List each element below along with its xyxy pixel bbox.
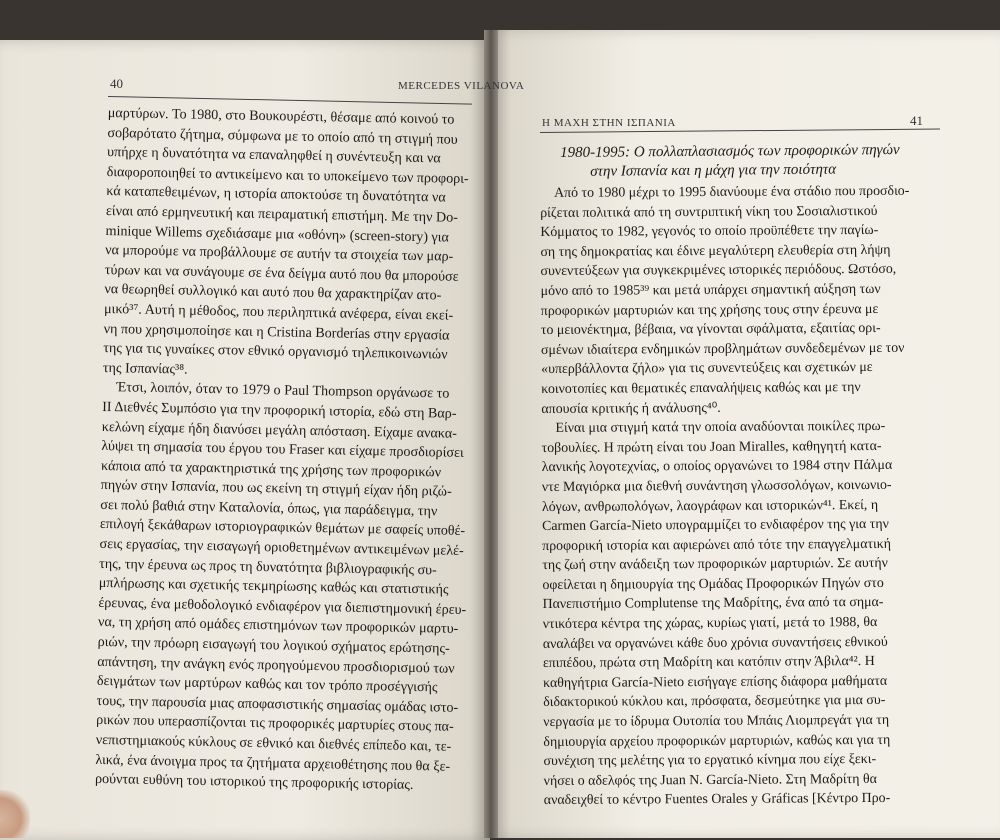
text-line: διαφοροποιηθεί το αντικείμενο και το υποκείμενο των προφορι- bbox=[106, 163, 469, 187]
text-line: κελώνη είχαμε ήδη διανύσει μεγάλη απόσταση. Είχαμε ανακα- bbox=[101, 418, 458, 442]
text-line: κά καταπεθειμένων, η ιστορία αποκτούσε τη δυνατότητα να bbox=[106, 183, 446, 206]
text-line: Κόμματος το 1982, γεγονός το οποίο προϋπέθετε την παγίω- bbox=[540, 223, 879, 241]
text-line: νήσει ο αδελφός της Juan N. García-Nieto. Στη Μαδρίτη θα bbox=[543, 771, 877, 789]
text-line: ρικών που υπερασπίζονται τις προφορικές μαρτυρίες στους πα- bbox=[96, 712, 454, 736]
text-line: της Ισπανίας³⁸. bbox=[102, 359, 188, 378]
text-line: Πανεπιστήμιο Complutense της Μαδρίτης, ένα από τα σημα- bbox=[542, 595, 884, 613]
text-line: αναλάβει να οργανώνει κάθε δυο χρόνια συναντήσεις εθνικού bbox=[542, 634, 888, 652]
text-line: της, την έρευνα ως προς τη δυνατότητα βιβλιογραφικής συ- bbox=[99, 555, 437, 579]
text-line: minique Willems σχεδιάσαμε μια «οθόνη» (screen-story) για bbox=[105, 222, 450, 246]
text-line: μικό³⁷. Αυτή η μέθοδος, που περιληπτικά ανέφερα, είναι εκεί- bbox=[103, 300, 454, 324]
text-line: νη που χρησιμοποίησε και η Cristina Borderías στην εργασία bbox=[103, 320, 450, 344]
text-line: νεπιστημιακούς κύκλους σε εθνικό και διεθνές επίπεδο και, τε- bbox=[95, 731, 452, 755]
text-line: Έτσι, λοιπόν, όταν το 1979 ο Paul Thompson οργάνωσε το bbox=[116, 379, 450, 402]
text-line: επιπέδου, πρώτα στη Μαδρίτη και κατόπιν στην Άβιλα⁴². Η bbox=[542, 654, 875, 672]
text-line: ριών, την πρόωρη εισαγωγή του λογικού σχήματος ερώτησης- bbox=[97, 633, 450, 657]
text-line: Είναι μια στιγμή κατά την οποία αναδύονται ποικίλες πρω- bbox=[555, 419, 886, 437]
text-line: οφείλεται η δημιουργία της Ομάδας Προφορικών Πηγών στο bbox=[542, 575, 884, 593]
text-line: μπλήρωσης και σχετικής τεκμηρίωσης καθώς και στατιστικής bbox=[98, 575, 449, 598]
text-line: σει πολύ βαθιά στην Καταλονία, όπως, για παράδειγμα, την bbox=[100, 496, 438, 520]
text-line: κοινοτοπίες και θεματικές επαναλήψεις καθώς και με την bbox=[541, 379, 861, 397]
left-body-text bbox=[95, 104, 476, 797]
thumb bbox=[0, 790, 30, 838]
text-line: τοβουλίες. Η πρώτη είναι του Joan Miralles, καθηγητή κατα- bbox=[541, 438, 882, 456]
text-line: ΙΙ Διεθνές Συμπόσιο για την προφορική ιστορία, εδώ στη Βαρ- bbox=[102, 398, 457, 422]
text-line: επιλογή ξεκάθαρων ιστοριογραφικών θεμάτων με σαφείς υποθέ- bbox=[99, 516, 466, 540]
text-line: ντε Μαγιόρκα μια διεθνή συνάντηση γλωσσολόγων, κοινωνιο- bbox=[541, 477, 892, 495]
book-gutter bbox=[484, 30, 498, 838]
right-running-head: Η ΜΑΧΗ ΣΤΗΝ ΙΣΠΑΝΙΑ bbox=[542, 117, 676, 129]
text-line: λικά, ένα άνοιγμα προς τα ζητήματα αρχειοθέτησης που θα ξε- bbox=[95, 751, 451, 775]
text-line: σεις εργασίας, την εισαγωγή οριοθετημένων αντικειμένων μελέ- bbox=[99, 535, 464, 559]
text-line: προφορικών μαρτυριών και της χρήσης τους στην έρευνα με bbox=[540, 301, 879, 319]
text-line: δειγμάτων των μαρτύρων καθώς και τον τρόπο προσέγγισής bbox=[96, 673, 438, 696]
text-line: Carmen García-Nieto υπογραμμίζει το ενδιαφέρον της για την bbox=[542, 516, 889, 535]
text-line: δημιουργία αρχείου προφορικών μαρτυριών, καθώς και για τη bbox=[543, 732, 891, 750]
text-line: της ζωή στην ανάδειξη των προφορικών μαρτυριών. Σε αυτήν bbox=[542, 556, 888, 574]
text-line: συνέχιση της μελέτης για το εργατικό κίνημα που είχε ξεκι- bbox=[543, 752, 877, 770]
section-title bbox=[560, 141, 900, 182]
text-line: ντικότερα κέντρα της χώρας, κυρίως γιατί, μετά το 1988, θα bbox=[542, 615, 878, 633]
section-title-line-1: 1980-1995: Ο πολλαπλασιασμός των προφορικών πηγών bbox=[560, 142, 900, 161]
text-line: ρούνται ευθύνη του ιστορικού της προφορικής ιστορίας. bbox=[94, 771, 414, 794]
text-line: νεργασία με το ίδρυμα Ουτοπία του Μπάις Λιομπρεγάτ για τη bbox=[543, 712, 890, 731]
text-line: απάντηση, την ανάγκη ενός προηγούμενου προσδιορισμού των bbox=[97, 653, 455, 677]
text-line: τους, την παρουσία μιας αποφασιστικής σημασίας ομάδας ιστο- bbox=[96, 692, 459, 716]
text-line: να, τη χρήση από ομάδες επιστημόνων των προφορικών μαρτυ- bbox=[97, 614, 459, 638]
text-line: να θεωρηθεί συλλογικό και αυτό που θα χαρακτηρίζαν ατο- bbox=[104, 281, 442, 304]
text-line: μαρτύρων. Το 1980, στο Βουκουρέστι, θέσαμε από κοινού το bbox=[107, 104, 455, 128]
text-line: απουσία κριτικής ή ανάλυσης⁴⁰. bbox=[541, 400, 721, 417]
text-line: «υπερβάλλοντα ζήλο» για τις συνεντεύξεις και σχετικών με bbox=[541, 360, 873, 378]
text-line: Από το 1980 μέχρι το 1995 διανύουμε ένα στάδιο που προσδιο- bbox=[554, 183, 910, 201]
left-page-number: 40 bbox=[110, 76, 123, 91]
text-line: σμένων ιδιαίτερα ενδημικών προβλημάτων συνδεδεμένων με τον bbox=[540, 340, 905, 358]
text-line: έρευνας, ένα μεθοδολογικό ενδιαφέρον για διεπιστημονική έρευ- bbox=[98, 594, 467, 618]
text-line: κάποια από τα χαρακτηριστικά της χρήσης των προφορικών bbox=[100, 457, 442, 481]
text-line: το μειονέκτημα, βέβαια, να γίνονται σφάλματα, εξαιτίας ορι- bbox=[540, 321, 881, 339]
text-line: ρίζεται πολιτικά από τη συντριπτική νίκη του Σοσιαλιστικού bbox=[540, 203, 878, 221]
left-running-head: MERCEDES VILANOVA bbox=[398, 80, 525, 92]
text-line: της για τις γυναίκες στον εθνικό οργανισμό τηλεπικοινωνιών bbox=[103, 340, 448, 363]
text-line: λανικής λογοτεχνίας, ο οποίος οργανώνει το 1984 στην Πάλμα bbox=[541, 458, 893, 476]
text-line: σοβαρότατο ζήτημα, σύμφωνα με το οποίο από τη στιγμή που bbox=[107, 124, 458, 148]
right-body-text bbox=[540, 182, 913, 811]
text-line: διδακτορικού κύκλου και, πρόσφατα, δεσμεύτηκε για μια συ- bbox=[543, 693, 886, 711]
text-line: λόγων, ανθρωπολόγων, λαογράφων και ιστορικών⁴¹. Εκεί, η bbox=[541, 497, 879, 515]
text-line: καθηγήτρια García-Nieto εισήγαγε επίσης διάφορα μαθήματα bbox=[543, 673, 888, 691]
text-line: συνεντεύξεων για συγκεκριμένες ιστορικές περιόδους. Ωστόσο, bbox=[540, 262, 897, 280]
right-page-number: 41 bbox=[910, 113, 923, 128]
text-line: να μπορούμε να προβάλλουμε σε αυτήν τα στοιχεία των μαρ- bbox=[105, 242, 454, 265]
text-line: πηγών στην Ισπανία, που ως εκείνη τη στιγμή είχαν ήδη ριζώ- bbox=[100, 477, 452, 500]
text-line: λύψει τη σημασία του έργου του Fraser και είχαμε προσδιορίσει bbox=[101, 438, 464, 461]
section-title-line-2: στην Ισπανία και η μάχη για την ποιότητα bbox=[590, 161, 837, 180]
text-line: μόνο από το 1985³⁹ και μετά υπάρχει σημαντική αύξηση των bbox=[540, 281, 881, 299]
text-line: ση της δημοκρατίας και έδινε μεγαλύτερη ελευθερία στη λήψη bbox=[540, 242, 891, 260]
text-line: υπήρχε η δυνατότητα να επαναληφθεί η συνέντευξη και να bbox=[106, 144, 441, 167]
text-line: είναι από ερμηνευτική και πειραματική επιστήμη. Με την Do- bbox=[105, 202, 459, 226]
text-line: τύρων και να συνάγουμε σε ένα δείγμα αυτό που θα μπορούσε bbox=[104, 261, 459, 285]
text-line: προφορική ιστορία και αφιερώνει από τότε την επαγγελματική bbox=[542, 536, 892, 554]
text-line: αναδειχθεί το κέντρο Fuentes Orales y Gráficas [Κέντρο Προ- bbox=[543, 791, 891, 809]
